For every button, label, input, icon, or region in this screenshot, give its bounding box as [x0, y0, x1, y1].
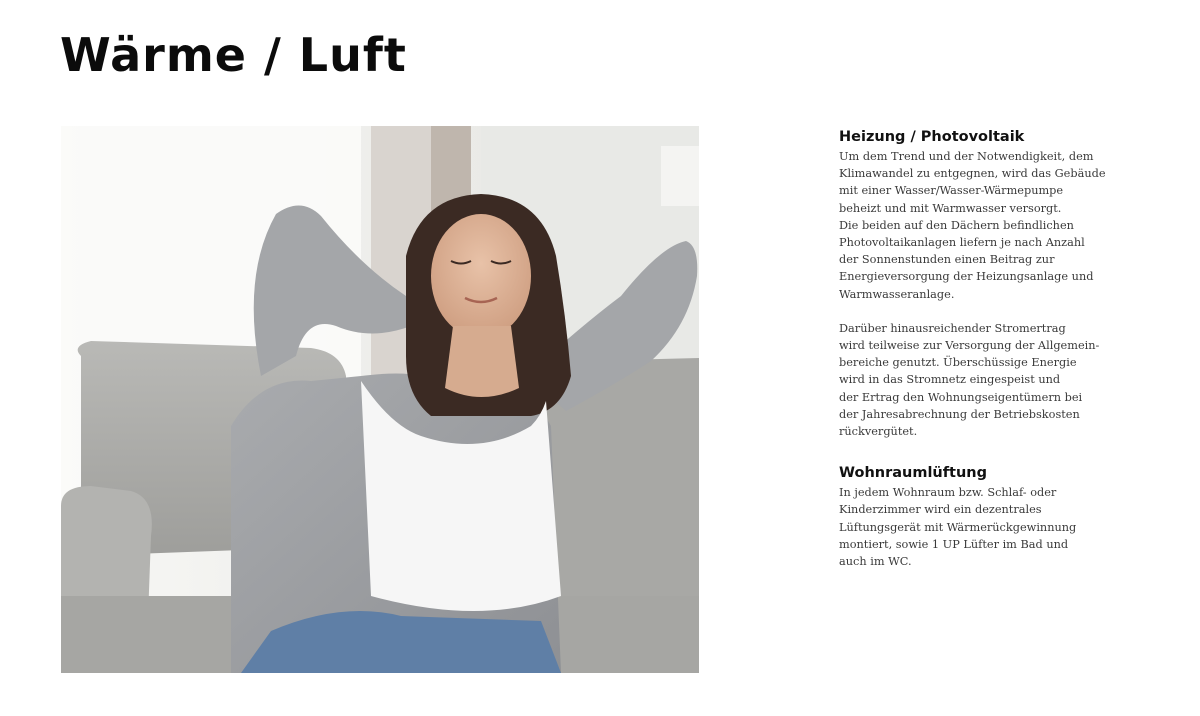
text-line: wird teilweise zur Versorgung der Allgemein-	[839, 339, 1100, 353]
text-line: wird in das Stromnetz eingespeist und	[839, 373, 1061, 387]
paragraph-heizung-2	[839, 320, 1099, 440]
text-line: der Ertrag den Wohnungseigentümern bei	[839, 390, 1083, 404]
text-line: bereiche genutzt. Überschüssige Energie	[839, 356, 1077, 370]
text-line: Lüftungsgerät mit Wärmerückgewinnung	[839, 520, 1077, 534]
section-heading-wohnraumlueftung: Wohnraumlüftung	[839, 465, 988, 482]
text-line: Energieversorgung der Heizungsanlage und	[839, 270, 1094, 284]
text-line: der Sonnenstunden einen Beitrag zur	[839, 253, 1055, 267]
text-line: beheizt und mit Warmwasser versorgt.	[839, 201, 1062, 215]
section-heading-heizung: Heizung / Photovoltaik	[839, 129, 1025, 145]
text-line: In jedem Wohnraum bzw. Schlaf- oder	[839, 486, 1057, 500]
text-line: Photovoltaikanlagen liefern je nach Anzahl	[839, 236, 1085, 250]
text-line: montiert, sowie 1 UP Lüfter im Bad und	[839, 537, 1069, 551]
paragraph-heizung-1	[839, 148, 1106, 303]
text-line: Kinderzimmer wird ein dezentrales	[839, 503, 1042, 517]
text-line: Warmwasseranlage.	[839, 287, 955, 301]
photo-illustration	[61, 126, 699, 673]
text-column	[839, 128, 1106, 570]
paragraph-lueftung	[839, 484, 1099, 570]
text-line: Darüber hinausreichender Stromertrag	[839, 321, 1066, 335]
text-line: Um dem Trend und der Notwendigkeit, dem	[839, 150, 1094, 163]
page-title: Wärme / Luft	[60, 28, 407, 82]
text-line: Die beiden auf den Dächern befindlichen	[839, 218, 1074, 232]
relaxing-woman-photo	[61, 126, 699, 673]
text-line: rückvergütet.	[839, 425, 918, 439]
text-line: Klimawandel zu entgegnen, wird das Gebäude	[839, 167, 1106, 181]
text-line: der Jahresabrechnung der Betriebskosten	[839, 407, 1080, 421]
text-line: auch im WC.	[839, 555, 912, 569]
text-line: mit einer Wasser/Wasser-Wärmepumpe	[839, 184, 1064, 198]
